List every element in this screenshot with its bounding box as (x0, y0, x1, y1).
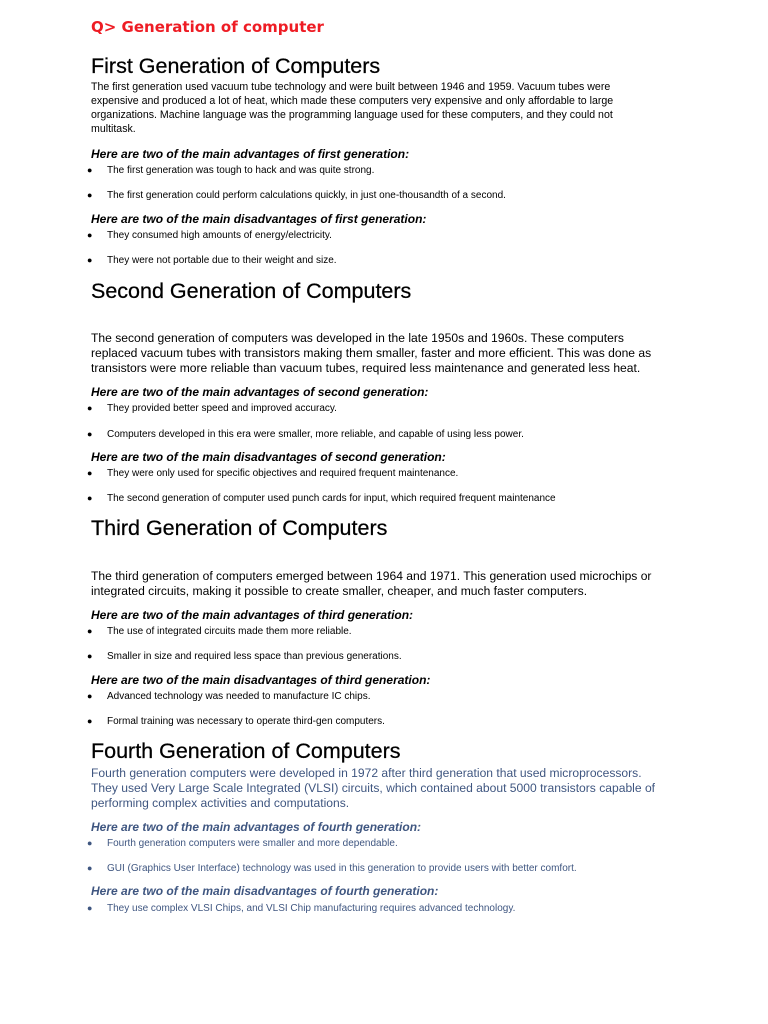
list-item-text: They provided better speed and improved accuracy. (107, 403, 337, 414)
fourth-disadvantages-heading: Here are two of the main disadvantages of fourth generation: (91, 884, 439, 898)
first-generation-intro-line: organizations. Machine language was the programming language used for these computers, and they could not (91, 109, 613, 121)
first-generation-intro-line: expensive and produced a lot of heat, which made these computers very expensive and only affordable to large (91, 95, 614, 107)
first-disadvantages-heading: Here are two of the main disadvantages of first generation: (91, 212, 427, 226)
list-item-text: They were only used for specific objectives and required frequent maintenance. (107, 468, 459, 479)
list-item-text: The use of integrated circuits made them more reliable. (107, 626, 352, 637)
bullet-icon: ● (87, 903, 93, 913)
second-generation-intro-line: replaced vacuum tubes with transistors making them smaller, faster and more efficient. This was done as (91, 346, 652, 360)
bullet-icon: ● (87, 429, 93, 439)
question-title: Q> Generation of computer (91, 18, 324, 36)
bullet-icon: ● (87, 716, 93, 726)
list-item-text: The first generation could perform calculations quickly, in just one-thousandth of a second. (107, 190, 506, 201)
first-advantages-heading: Here are two of the main advantages of first generation: (91, 147, 410, 161)
list-item-text: GUI (Graphics User Interface) technology was used in this generation to provide users with better comfort. (107, 863, 577, 874)
bullet-icon: ● (87, 838, 93, 848)
second-advantages-heading: Here are two of the main advantages of second generation: (91, 385, 429, 399)
fourth-generation-intro-line: Fourth generation computers were developed in 1972 after third generation that used microprocessors. (91, 766, 642, 780)
bullet-icon: ● (87, 863, 93, 873)
list-item-text: Smaller in size and required less space than previous generations. (107, 651, 402, 662)
second-generation-intro-line: transistors were more reliable than vacuum tubes, required less maintenance and generated less heat. (91, 361, 641, 375)
bullet-icon: ● (87, 403, 93, 413)
third-generation-intro-line: The third generation of computers emerged between 1964 and 1971. This generation used microchips or (91, 569, 652, 583)
bullet-icon: ● (87, 493, 93, 503)
fourth-generation-heading: Fourth Generation of Computers (91, 739, 401, 763)
list-item-text: Computers developed in this era were smaller, more reliable, and capable of using less power. (107, 429, 524, 440)
third-generation-heading: Third Generation of Computers (91, 516, 388, 540)
list-item-text: Advanced technology was needed to manufacture IC chips. (107, 691, 371, 702)
list-item-text: The second generation of computer used punch cards for input, which required frequent maintenance (107, 493, 556, 504)
bullet-icon: ● (87, 691, 93, 701)
fourth-generation-intro-line: They used Very Large Scale Integrated (VLSI) circuits, which contained about 5000 transistors capable of (91, 781, 656, 795)
list-item (87, 902, 516, 954)
third-disadvantages-heading: Here are two of the main disadvantages of third generation: (91, 673, 431, 687)
bullet-icon: ● (87, 651, 93, 661)
bullet-icon: ● (87, 230, 93, 240)
first-generation-heading: First Generation of Computers (91, 54, 381, 78)
fourth-advantages-heading: Here are two of the main advantages of fourth generation: (91, 820, 422, 834)
list-item-text: They use complex VLSI Chips, and VLSI Chip manufacturing requires advanced technology. (107, 903, 516, 914)
bullet-icon: ● (87, 165, 93, 175)
list-item-text: Fourth generation computers were smaller and more dependable. (107, 838, 398, 849)
bullet-icon: ● (87, 190, 93, 200)
list-item-text: Formal training was necessary to operate third-gen computers. (107, 716, 385, 727)
third-advantages-heading: Here are two of the main advantages of third generation: (91, 608, 414, 622)
list-item-text: They were not portable due to their weight and size. (107, 255, 337, 266)
second-generation-heading: Second Generation of Computers (91, 279, 412, 303)
list-item-text: The first generation was tough to hack and was quite strong. (107, 165, 375, 176)
first-generation-intro-line: multitask. (91, 123, 136, 135)
third-generation-intro-line: integrated circuits, making it possible to create smaller, cheaper, and much faster computers. (91, 584, 588, 598)
list-item-text: They consumed high amounts of energy/electricity. (107, 230, 332, 241)
first-generation-intro-line: The first generation used vacuum tube technology and were built between 1946 and 1959. Vacuum tubes were (91, 81, 611, 93)
bullet-icon: ● (87, 626, 93, 636)
bullet-icon: ● (87, 255, 93, 265)
second-disadvantages-heading: Here are two of the main disadvantages of second generation: (91, 450, 446, 464)
second-generation-intro-line: The second generation of computers was developed in the late 1950s and 1960s. These computers (91, 331, 624, 345)
fourth-generation-intro-line: performing complex activities and computations. (91, 796, 350, 810)
bullet-icon: ● (87, 468, 93, 478)
